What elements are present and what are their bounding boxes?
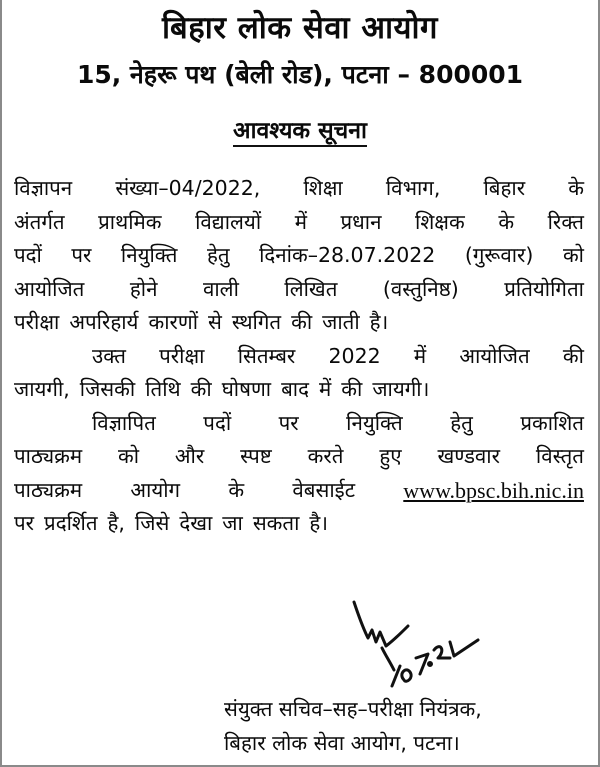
word: है, <box>107 511 125 535</box>
word: है। <box>309 511 329 535</box>
body-line <box>14 206 584 240</box>
word: पदों <box>14 243 42 267</box>
word: के <box>498 209 515 234</box>
word: शिक्षक <box>415 209 465 234</box>
word: बाद <box>281 377 309 401</box>
word: में <box>413 343 427 368</box>
word: हेतु <box>206 243 230 267</box>
word: शिक्षा <box>303 176 343 200</box>
word: हेतु <box>450 410 473 435</box>
word: वेबसाईट <box>292 477 356 502</box>
word: है। <box>369 310 389 334</box>
word: विस्तृत <box>535 444 584 468</box>
word: तिथि <box>145 377 181 401</box>
word: की <box>291 310 313 334</box>
word: वाली <box>202 276 239 301</box>
notice-subject-text: आवश्यक सूचना <box>233 118 367 147</box>
word: जा <box>222 511 243 535</box>
word: की <box>562 343 584 368</box>
word: संख्या–04/2022, <box>115 176 261 200</box>
word: में <box>319 377 332 401</box>
word: कारणों <box>148 310 199 334</box>
word: सितम्बर <box>237 343 296 368</box>
word: खण्डवार <box>437 444 501 468</box>
word: जिसकी <box>79 377 136 401</box>
word: जाती <box>322 310 360 334</box>
word: विद्यालयों <box>195 209 262 234</box>
body-line <box>14 273 584 307</box>
word: अंतर्गत <box>14 209 65 234</box>
word: नियुक्ति <box>346 410 403 435</box>
body-line <box>14 474 584 508</box>
word: 2022 <box>328 343 381 368</box>
word: परीक्षा <box>14 310 60 334</box>
word: और <box>174 444 205 468</box>
word: की <box>341 377 363 401</box>
word: आयोग <box>130 477 181 502</box>
word: जायगी। <box>372 377 430 401</box>
notice-body <box>14 172 584 541</box>
word: करते <box>307 444 344 468</box>
word: (वस्तुनिष्ठ) <box>382 276 459 301</box>
word: होने <box>129 276 158 301</box>
word: पर <box>14 511 35 535</box>
word: में <box>294 209 307 234</box>
word: विभाग, <box>385 176 441 200</box>
word: को <box>562 243 584 267</box>
body-line <box>14 507 584 541</box>
word: की <box>190 377 212 401</box>
word: जिसे <box>134 511 170 535</box>
word: विज्ञापन <box>14 176 73 200</box>
word: पर <box>278 410 299 435</box>
word: रिक्त <box>547 209 584 234</box>
word: प्रदर्शित <box>44 511 98 535</box>
word: विज्ञापित <box>92 410 156 435</box>
word: प्रतियोगिता <box>504 276 584 301</box>
word: परीक्षा <box>159 343 205 368</box>
organization-title: बिहार लोक सेवा आयोग <box>162 10 438 46</box>
exam-date: दिनांक–28.07.2022 <box>259 243 436 267</box>
word: उक्त <box>92 343 126 368</box>
word: स्पष्ट <box>240 444 272 468</box>
body-line <box>14 306 584 340</box>
word: बिहार <box>483 176 526 200</box>
signature-block <box>224 692 482 760</box>
body-line <box>14 440 584 474</box>
word: प्राथमिक <box>98 209 162 234</box>
word: सकता <box>252 511 300 535</box>
word: पाठ्यक्रम <box>14 444 83 468</box>
word: जायगी, <box>14 377 70 401</box>
word: (गुरूवार) <box>464 243 534 267</box>
word: प्रकाशित <box>520 410 584 435</box>
word: स्थगित <box>231 310 282 334</box>
word: अपरिहार्य <box>69 310 139 334</box>
word: को <box>117 444 140 468</box>
word: के <box>568 176 584 200</box>
organization-address: 15, नेहरू पथ (बेली रोड), पटना – 800001 <box>76 60 524 89</box>
word: आयोजित <box>459 343 530 368</box>
word: नियुक्ति <box>120 243 178 267</box>
word: प्रधान <box>340 209 382 234</box>
word: से <box>208 310 222 334</box>
body-line <box>14 407 584 441</box>
word: पदों <box>203 410 232 435</box>
word: देखा <box>179 511 213 535</box>
word: के <box>228 477 245 502</box>
signatory-designation: संयुक्त सचिव–सह–परीक्षा नियंत्रक, <box>224 697 482 721</box>
word: हुए <box>379 444 402 468</box>
body-line <box>14 172 584 206</box>
notice-subject <box>2 115 598 147</box>
word: आयोजित <box>14 276 85 301</box>
word: पाठ्यक्रम <box>14 477 83 502</box>
website-link[interactable]: www.bpsc.bih.nic.in <box>403 477 584 503</box>
word: लिखित <box>284 276 338 301</box>
body-line <box>14 373 584 407</box>
handwritten-signature-icon <box>342 600 492 695</box>
word: घोषणा <box>221 377 272 401</box>
body-line <box>14 239 584 273</box>
signatory-office: बिहार लोक सेवा आयोग, पटना। <box>224 731 460 755</box>
word: पर <box>71 243 92 267</box>
body-line <box>14 340 584 374</box>
